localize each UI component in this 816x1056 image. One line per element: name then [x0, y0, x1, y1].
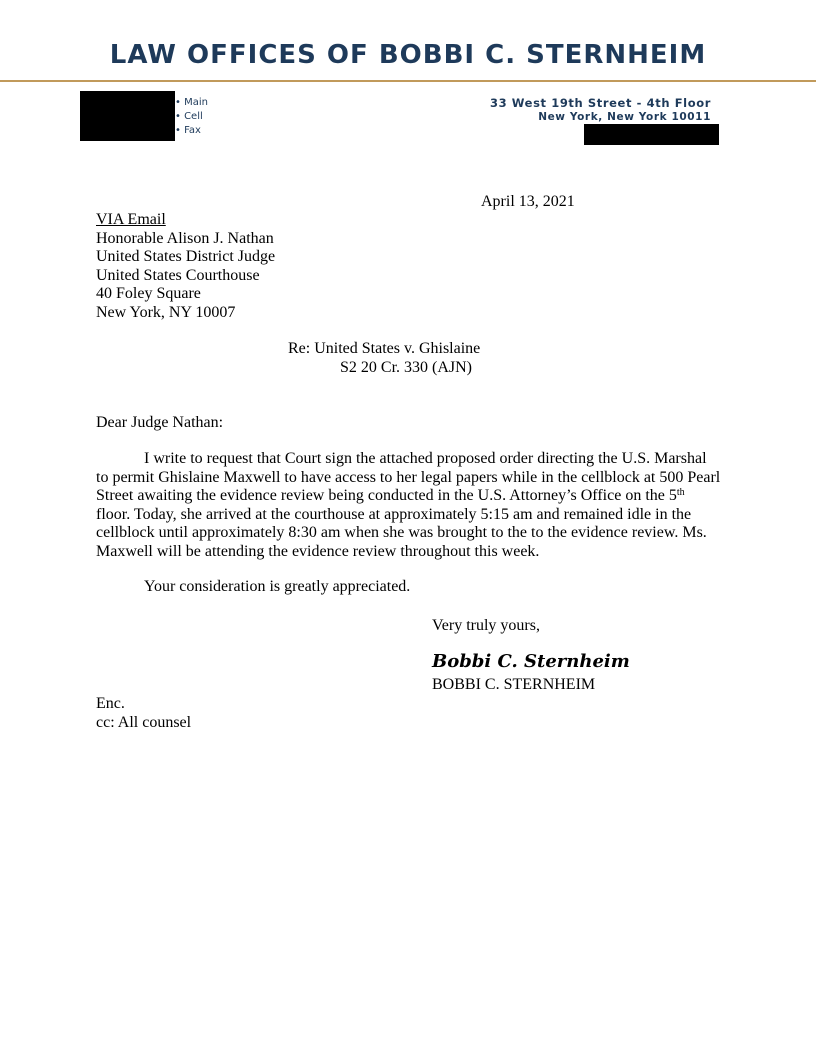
- body-text-start: I write to request that Court sign the attached proposed order directing the U.S. Marshal to permit Ghislaine Maxwell to have access to her legal papers while in the cellblock at 500 Pearl Street awaiting the evidence review being conducted in the U.S. Attorney’s Office on the 5: [96, 450, 721, 504]
- cc-line: cc: All counsel: [96, 713, 192, 731]
- address-line-2: New York, New York 10011: [538, 111, 711, 123]
- redaction-box: [80, 91, 175, 141]
- redaction-box: [584, 124, 719, 145]
- enclosure-note: Enc.: [96, 695, 125, 712]
- consideration-line: Your consideration is greatly appreciated.: [144, 578, 411, 595]
- letter-date: April 13, 2021: [481, 193, 575, 210]
- recipient-line: New York, NY 10007: [96, 303, 236, 321]
- ordinal-suffix: th: [676, 487, 685, 498]
- enclosure-block: [96, 695, 191, 732]
- contact-label-fax: • Fax: [175, 125, 201, 136]
- contact-label-main: • Main: [175, 97, 208, 108]
- firm-address: [490, 96, 711, 124]
- delivery-method: VIA Email: [96, 211, 166, 228]
- recipient-line: Honorable Alison J. Nathan: [96, 229, 274, 247]
- reference-case-title: Re: United States v. Ghislaine: [288, 340, 481, 357]
- letterhead-firm-name: LAW OFFICES OF BOBBI C. STERNHEIM: [109, 40, 707, 70]
- reference-block: [288, 340, 480, 377]
- closing: Very truly yours,: [432, 617, 540, 634]
- recipient-line: 40 Foley Square: [96, 285, 201, 302]
- contact-label-cell: • Cell: [175, 111, 203, 122]
- recipient-line: United States Courthouse: [96, 266, 260, 284]
- salutation: Dear Judge Nathan:: [96, 414, 224, 431]
- signature: Bobbi C. Sternheim: [432, 651, 630, 672]
- address-line-1: 33 West 19th Street - 4th Floor: [489, 96, 711, 110]
- contact-labels: [175, 96, 208, 138]
- body-paragraph: [96, 450, 721, 561]
- recipient-block: [96, 211, 275, 322]
- body-text-end: floor. Today, she arrived at the courthouse at approximately 5:15 am and remained idle in the cellblock until approximately 8:30 am when she was brought to the to the evidence review. Ms. Maxwell will be attending the evidence review throughout this week.: [96, 505, 707, 560]
- letterhead-divider: [0, 80, 816, 82]
- reference-case-number: S2 20 Cr. 330 (AJN): [340, 358, 473, 376]
- recipient-line: United States District Judge: [96, 248, 276, 265]
- signer-name: BOBBI C. STERNHEIM: [432, 676, 596, 693]
